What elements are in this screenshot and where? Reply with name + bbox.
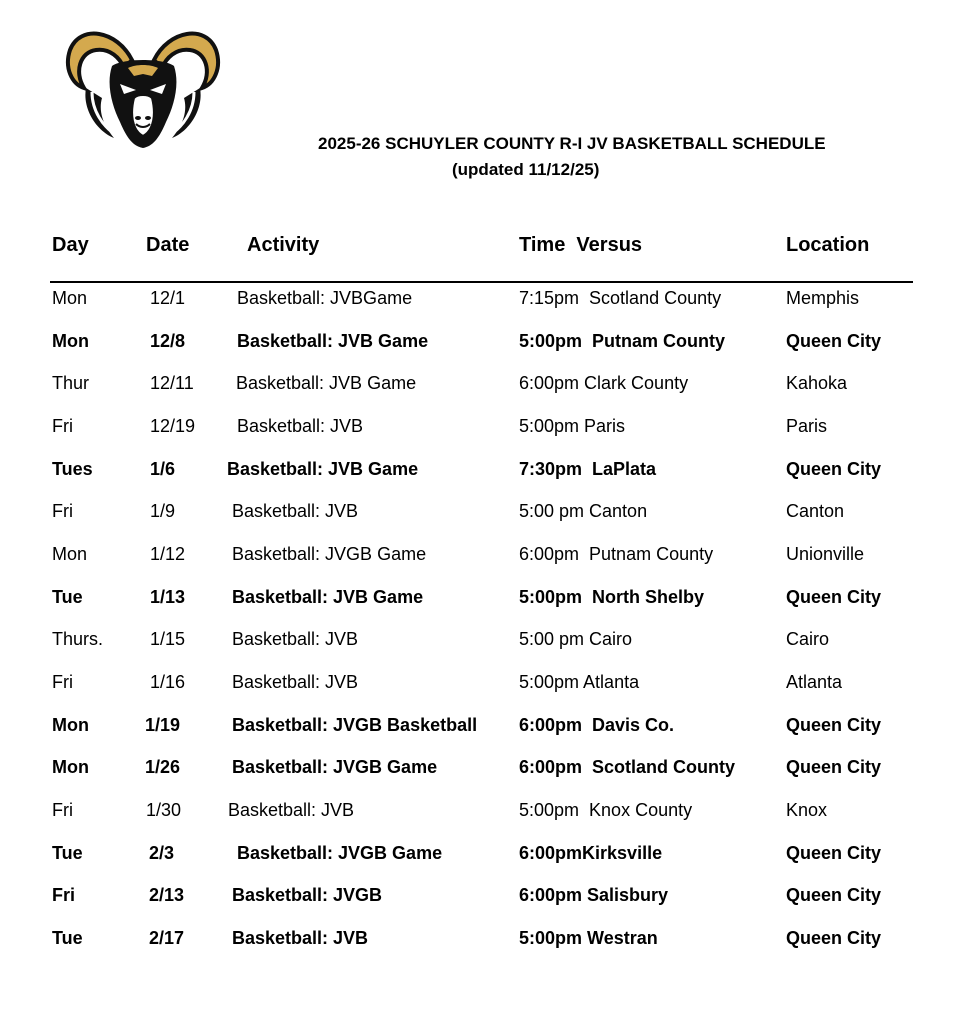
- table-row: [0, 672, 964, 702]
- cell-day: Fri: [52, 416, 73, 436]
- cell-time-versus: 5:00 pm Cairo: [519, 629, 633, 649]
- cell-date: 12/11: [150, 373, 194, 393]
- cell-day: Tue: [52, 587, 83, 607]
- cell-date: 1/12: [150, 544, 186, 564]
- cell-location: Knox: [786, 800, 828, 820]
- table-row: [0, 501, 964, 531]
- cell-day: Mon: [52, 331, 89, 351]
- cell-location: Paris: [786, 416, 828, 436]
- table-row: [0, 800, 964, 830]
- cell-activity: Basketball: JVGB Game: [237, 843, 443, 863]
- cell-day: Mon: [52, 288, 88, 308]
- cell-time-versus: 7:15pm Scotland County: [519, 288, 722, 308]
- cell-location: Cairo: [786, 629, 830, 649]
- schedule-title: 2025-26 SCHUYLER COUNTY R-I JV BASKETBALL SCHEDULE: [318, 134, 826, 153]
- table-row: [0, 373, 964, 403]
- table-row: [0, 288, 964, 318]
- cell-activity: Basketball: JVB: [237, 416, 364, 436]
- cell-activity: Basketball: JVB: [232, 672, 359, 692]
- cell-activity: Basketball: JVGB Game: [232, 544, 427, 564]
- table-row: [0, 715, 964, 745]
- cell-day: Thur: [52, 373, 90, 393]
- cell-date: 1/13: [150, 587, 186, 607]
- header-location: Location: [786, 234, 870, 256]
- cell-time-versus: 6:00pm Davis Co.: [519, 715, 675, 735]
- ram-logo: [62, 22, 224, 154]
- cell-time-versus: 5:00 pm Canton: [519, 501, 648, 521]
- cell-time-versus: 5:00pm Knox County: [519, 800, 693, 820]
- cell-activity: Basketball: JVGB: [232, 885, 383, 905]
- cell-time-versus: 5:00pm Putnam County: [519, 331, 726, 351]
- cell-location: Memphis: [786, 288, 860, 308]
- cell-location: Kahoka: [786, 373, 848, 393]
- header-divider: [50, 281, 913, 283]
- cell-date: 1/6: [150, 459, 176, 479]
- cell-activity: Basketball: JVB Game: [236, 373, 417, 393]
- cell-date: 12/1: [150, 288, 186, 308]
- table-row: [0, 757, 964, 787]
- cell-date: 1/9: [150, 501, 176, 521]
- cell-date: 2/17: [149, 928, 185, 948]
- cell-location: Queen City: [786, 843, 882, 863]
- table-row: [0, 587, 964, 617]
- cell-date: 2/13: [149, 885, 185, 905]
- cell-location: Queen City: [786, 885, 882, 905]
- cell-activity: Basketball: JVB Game: [232, 587, 424, 607]
- table-row: [0, 331, 964, 361]
- header-activity: Activity: [247, 234, 320, 256]
- cell-activity: Basketball: JVB Game: [227, 459, 419, 479]
- cell-activity: Basketball: JVB: [232, 629, 359, 649]
- schedule-updated-date: (updated 11/12/25): [452, 160, 600, 179]
- cell-date: 12/8: [150, 331, 186, 351]
- cell-time-versus: 5:00pm Paris: [519, 416, 626, 436]
- cell-day: Tues: [52, 459, 93, 479]
- cell-date: 2/3: [149, 843, 175, 863]
- cell-time-versus: 5:00pm Westran: [519, 928, 658, 948]
- cell-date: 1/30: [146, 800, 182, 820]
- header-time-versus: Time Versus: [519, 234, 643, 256]
- cell-day: Mon: [52, 715, 89, 735]
- cell-date: 1/16: [150, 672, 186, 692]
- table-row: [0, 544, 964, 574]
- cell-day: Fri: [52, 885, 76, 905]
- cell-activity: Basketball: JVB: [232, 501, 359, 521]
- cell-date: 12/19: [150, 416, 196, 436]
- cell-time-versus: 7:30pm LaPlata: [519, 459, 657, 479]
- cell-location: Canton: [786, 501, 845, 521]
- table-row: [0, 885, 964, 915]
- cell-time-versus: 6:00pm Putnam County: [519, 544, 714, 564]
- cell-time-versus: 6:00pm Scotland County: [519, 757, 736, 777]
- cell-date: 1/19: [145, 715, 181, 735]
- cell-time-versus: 6:00pmKirksville: [519, 843, 663, 863]
- cell-location: Atlanta: [786, 672, 843, 692]
- cell-activity: Basketball: JVB: [228, 800, 355, 820]
- header-date: Date: [146, 234, 190, 256]
- cell-day: Fri: [52, 672, 73, 692]
- cell-date: 1/15: [150, 629, 186, 649]
- cell-day: Mon: [52, 544, 88, 564]
- cell-time-versus: 6:00pm Clark County: [519, 373, 689, 393]
- cell-day: Tue: [52, 843, 83, 863]
- cell-location: Queen City: [786, 459, 882, 479]
- cell-activity: Basketball: JVBGame: [237, 288, 413, 308]
- cell-time-versus: 6:00pm Salisbury: [519, 885, 669, 905]
- cell-activity: Basketball: JVB: [232, 928, 369, 948]
- cell-day: Fri: [52, 501, 73, 521]
- table-row: [0, 629, 964, 659]
- cell-location: Queen City: [786, 928, 882, 948]
- cell-date: 1/26: [145, 757, 181, 777]
- table-row: [0, 416, 964, 446]
- cell-day: Tue: [52, 928, 83, 948]
- table-row: [0, 843, 964, 873]
- cell-location: Unionville: [786, 544, 865, 564]
- cell-location: Queen City: [786, 715, 882, 735]
- cell-location: Queen City: [786, 587, 882, 607]
- cell-day: Thurs.: [52, 629, 104, 649]
- cell-time-versus: 5:00pm Atlanta: [519, 672, 640, 692]
- header-day: Day: [52, 234, 89, 256]
- table-row: [0, 459, 964, 489]
- cell-activity: Basketball: JVGB Basketball: [232, 715, 478, 735]
- cell-activity: Basketball: JVGB Game: [232, 757, 438, 777]
- cell-day: Mon: [52, 757, 89, 777]
- cell-time-versus: 5:00pm North Shelby: [519, 587, 705, 607]
- cell-location: Queen City: [786, 757, 882, 777]
- cell-location: Queen City: [786, 331, 882, 351]
- cell-activity: Basketball: JVB Game: [237, 331, 429, 351]
- table-row: [0, 928, 964, 958]
- cell-day: Fri: [52, 800, 73, 820]
- muzzle: [132, 95, 154, 136]
